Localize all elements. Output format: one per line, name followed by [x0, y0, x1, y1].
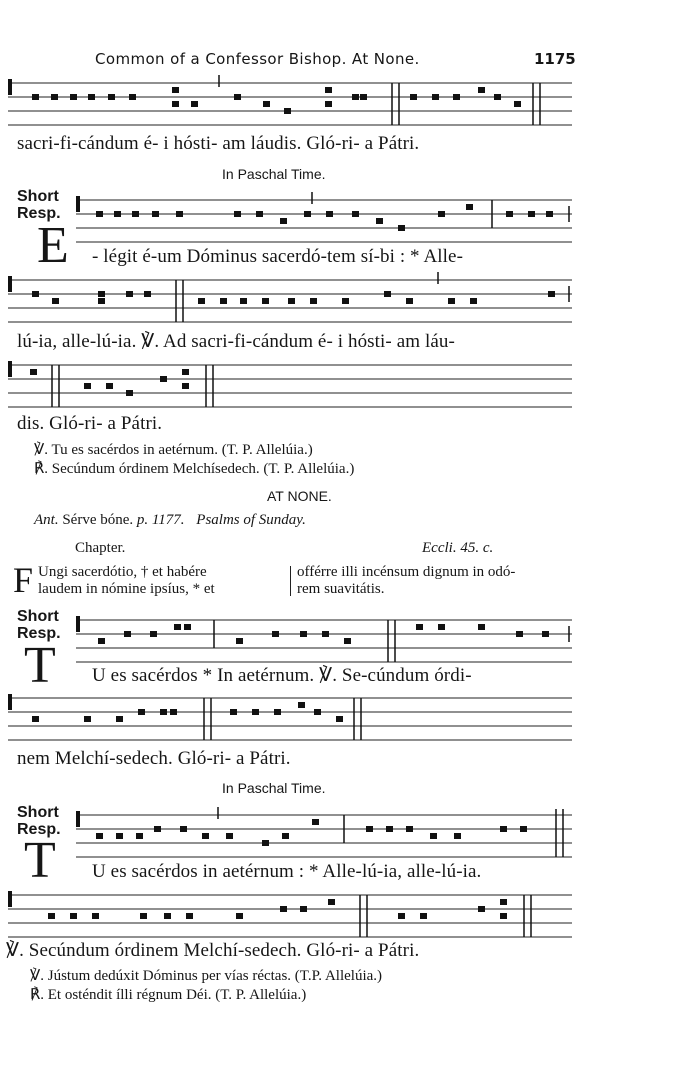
lyric-line-7: U es sacérdos in aetérnum : * Alle-lú-ia, alle-lú-ia.	[92, 861, 482, 882]
versicle-2: ℣. Jústum dedúxit Dóminus per vías réctas. (T.P. Allelúia.)	[30, 968, 383, 984]
chant-staff-7	[76, 807, 572, 863]
antiphon-label: Ant.	[34, 512, 59, 528]
running-title: Common of a Confessor Bishop. At None.	[95, 50, 420, 68]
lyric-line-8: ℣. Secúndum órdinem Melchí-sedech. Gló-ri- a Pátri.	[6, 940, 420, 961]
drop-initial-t-2: T	[24, 832, 56, 889]
chant-staff-4	[8, 357, 572, 413]
antiphon-line	[34, 512, 306, 529]
lyric-line-4: dis. Gló-ri- a Pátri.	[17, 413, 163, 434]
chapter-heading: Chapter.	[75, 540, 126, 556]
staff-3-notation	[8, 272, 572, 328]
at-none-heading: AT NONE.	[267, 488, 332, 504]
staff-6-notation	[8, 690, 572, 746]
chant-staff-1	[8, 75, 572, 131]
drop-initial-t-1: T	[24, 637, 56, 694]
chant-staff-2	[76, 192, 572, 248]
resp-label-3: Resp.	[17, 821, 61, 838]
antiphon-psalms: Psalms of Sunday.	[196, 512, 306, 528]
chant-staff-6	[8, 690, 572, 746]
drop-initial-e: E	[37, 217, 69, 274]
short-label-1: Short	[17, 188, 59, 205]
staff-7-notation	[76, 807, 572, 863]
lyric-line-2: - légit é-um Dóminus sacerdó-tem sí-bi : * Alle-	[92, 246, 463, 267]
resp-label-2: Resp.	[17, 625, 61, 642]
response-1: ℟. Secúndum órdinem Melchísedech. (T. P. Allelúia.)	[34, 461, 355, 477]
chapter-right-line-2: rem suavitátis.	[297, 581, 385, 597]
lyric-line-1: sacri-fi-cándum é- i hósti- am láudis. Gló-ri- a Pátri.	[17, 133, 420, 154]
paschal-time-heading-1: In Paschal Time.	[222, 166, 326, 182]
short-label-3: Short	[17, 804, 59, 821]
staff-1-notation	[8, 75, 572, 131]
short-label-2: Short	[17, 608, 59, 625]
resp-label-1: Resp.	[17, 205, 61, 222]
lyric-line-3: lú-ia, alle-lú-ia. ℣. Ad sacri-fi-cándum é- i hósti- am láu-	[17, 331, 455, 352]
staff-2-notation	[76, 192, 572, 248]
staff-5-notation	[76, 612, 572, 668]
page-number: 1175	[534, 50, 576, 68]
staff-4-notation	[8, 357, 572, 413]
page-header	[0, 50, 678, 72]
chapter-right-line-1: offérre illi incénsum dignum in odó-	[297, 564, 516, 580]
drop-initial-f: F	[13, 560, 34, 600]
antiphon-text: Sérve bóne.	[62, 512, 134, 528]
antiphon-page-ref: p. 1177.	[136, 512, 185, 528]
lyric-line-5: U es sacérdos * In aetérnum. ℣. Se-cúndum órdi-	[92, 665, 472, 686]
chant-staff-5	[76, 612, 572, 668]
chapter-left-line-2: laudem in nómine ipsíus, * et	[38, 581, 215, 597]
paschal-time-heading-2: In Paschal Time.	[222, 780, 326, 796]
chapter-reference: Eccli. 45. c.	[422, 540, 494, 556]
staff-8-notation	[8, 887, 572, 943]
response-2: ℟. Et osténdit ílli régnum Déi. (T. P. Allelúia.)	[30, 987, 307, 1003]
chant-staff-8	[8, 887, 572, 943]
lyric-line-6: nem Melchí-sedech. Gló-ri- a Pátri.	[17, 748, 291, 769]
versicle-1: ℣. Tu es sacérdos in aetérnum. (T. P. Allelúia.)	[34, 442, 313, 458]
chant-staff-3	[8, 272, 572, 328]
chapter-column-separator	[290, 566, 291, 596]
chapter-left-line-1: Ungi sacerdótio, † et habére	[38, 564, 207, 580]
